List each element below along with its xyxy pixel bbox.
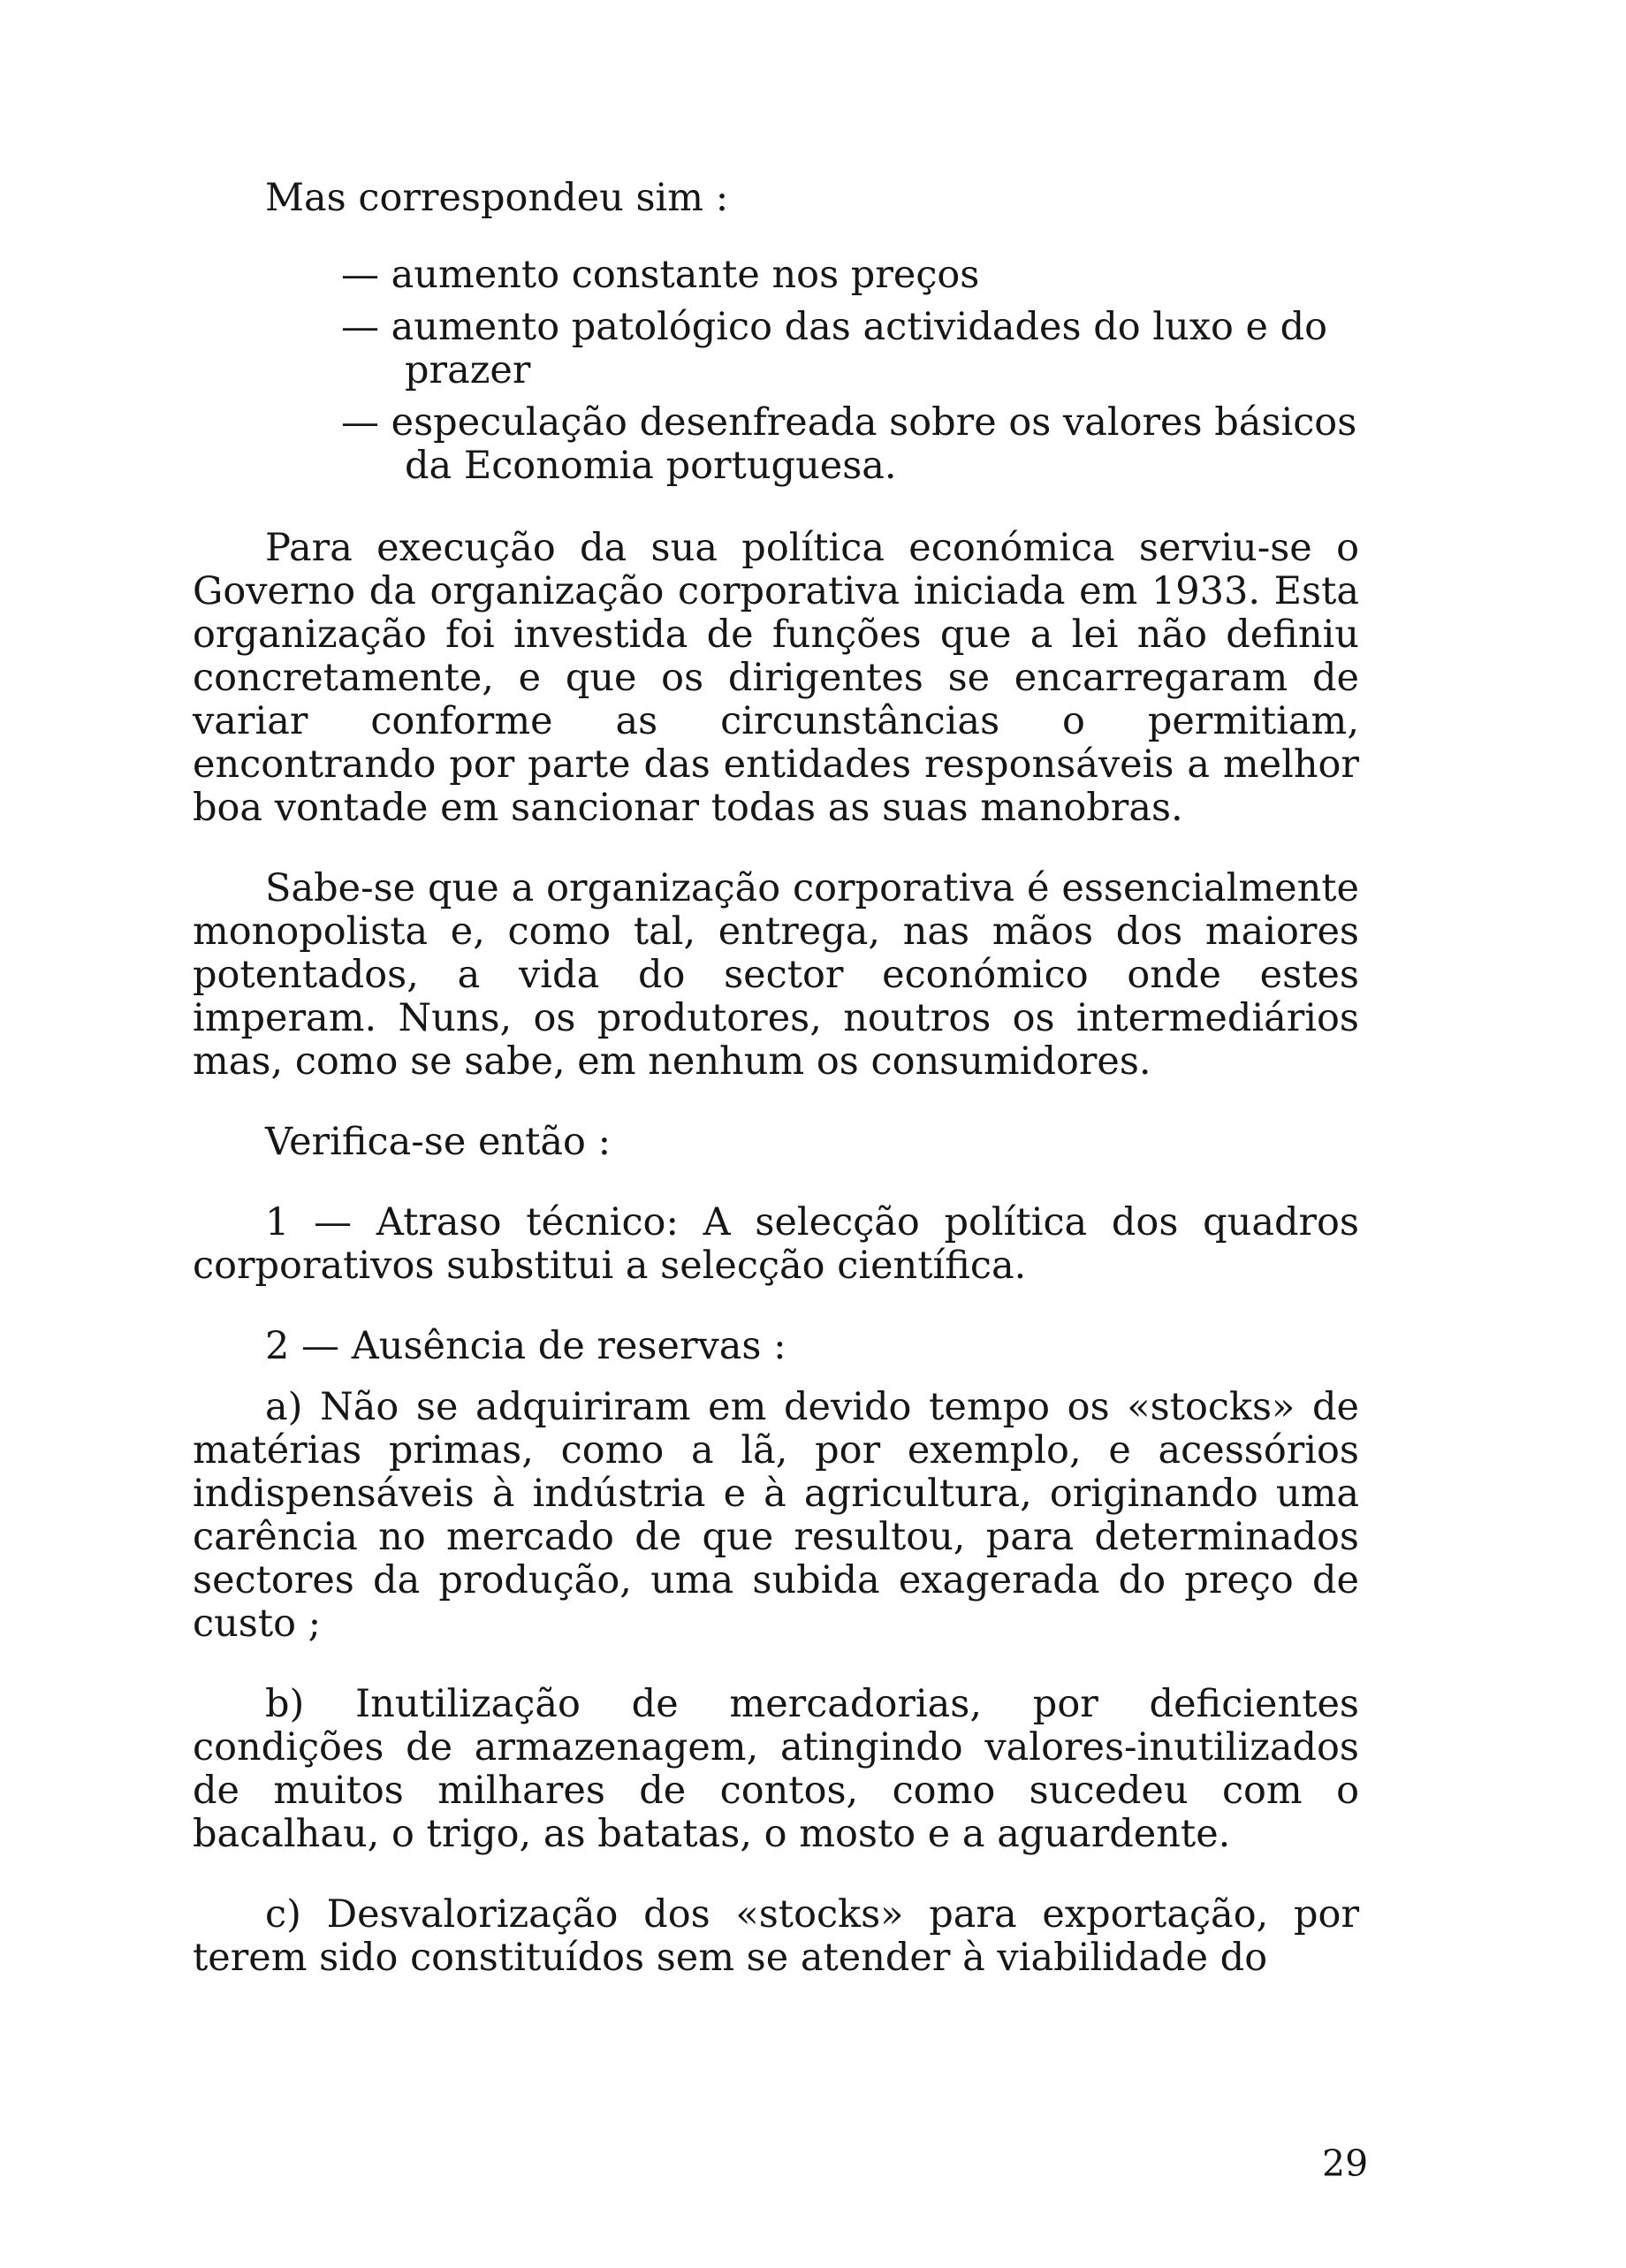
dash-list — [193, 254, 1359, 488]
intro-line: Mas correspondeu sim : — [265, 176, 729, 220]
list-item: — especulação desenfreada sobre os valores básicos da Economia portuguesa. — [341, 400, 1357, 488]
paragraph-verifica: Verifica-se então : — [265, 1120, 612, 1164]
paragraph-item-1: 1 — Atraso técnico: A selecção política dos quadros corporativos substitui a selecção científica. — [193, 1200, 1359, 1288]
paragraph-monopolist: Sabe-se que a organização corporativa é essencialmente monopolista e, como tal, entrega, nas mãos dos maiores potentados, a vida do sector económico onde estes imperam. Nuns, os produtores, noutros os intermediários mas, como se sabe, em nenhum os consumidores. — [193, 866, 1359, 1084]
paragraph-item-2c: c) Desvalorização dos «stocks» para exportação, por terem sido constituídos sem se atender à viabilidade do — [193, 1892, 1359, 1980]
list-item: — aumento constante nos preços — [341, 253, 980, 297]
page-number: 29 — [1322, 2142, 1369, 2185]
paragraph-item-2b: b) Inutilização de mercadorias, por deficientes condições de armazenagem, atingindo valores-inutilizados de muitos milhares de contos, como sucedeu com o bacalhau, o trigo, as batatas, o mosto e a aguardente. — [193, 1682, 1359, 1856]
page-text — [193, 177, 1359, 2017]
paragraph-item-2: 2 — Ausência de reservas : — [265, 1324, 786, 1368]
paragraph-corporative-organization: Para execução da sua política económica serviu-se o Governo da organização corporativa iniciada em 1933. Esta organização foi investida de funções que a lei não definiu concretamente, e que os dirigentes se encarregaram de variar conforme as circunstâncias o permitiam, encontrando por parte das entidades responsáveis a melhor boa vontade em sancionar todas as suas manobras. — [193, 526, 1359, 830]
paragraph-item-2a: a) Não se adquiriram em devido tempo os «stocks» de matérias primas, como a lã, por exemplo, e acessórios indispensáveis à indústria e à agricultura, originando uma carência no mercado de que resultou, para determinados sectores da produção, uma subida exagerada do preço de custo ; — [193, 1385, 1359, 1646]
list-item: — aumento patológico das actividades do luxo e do prazer — [341, 305, 1328, 392]
